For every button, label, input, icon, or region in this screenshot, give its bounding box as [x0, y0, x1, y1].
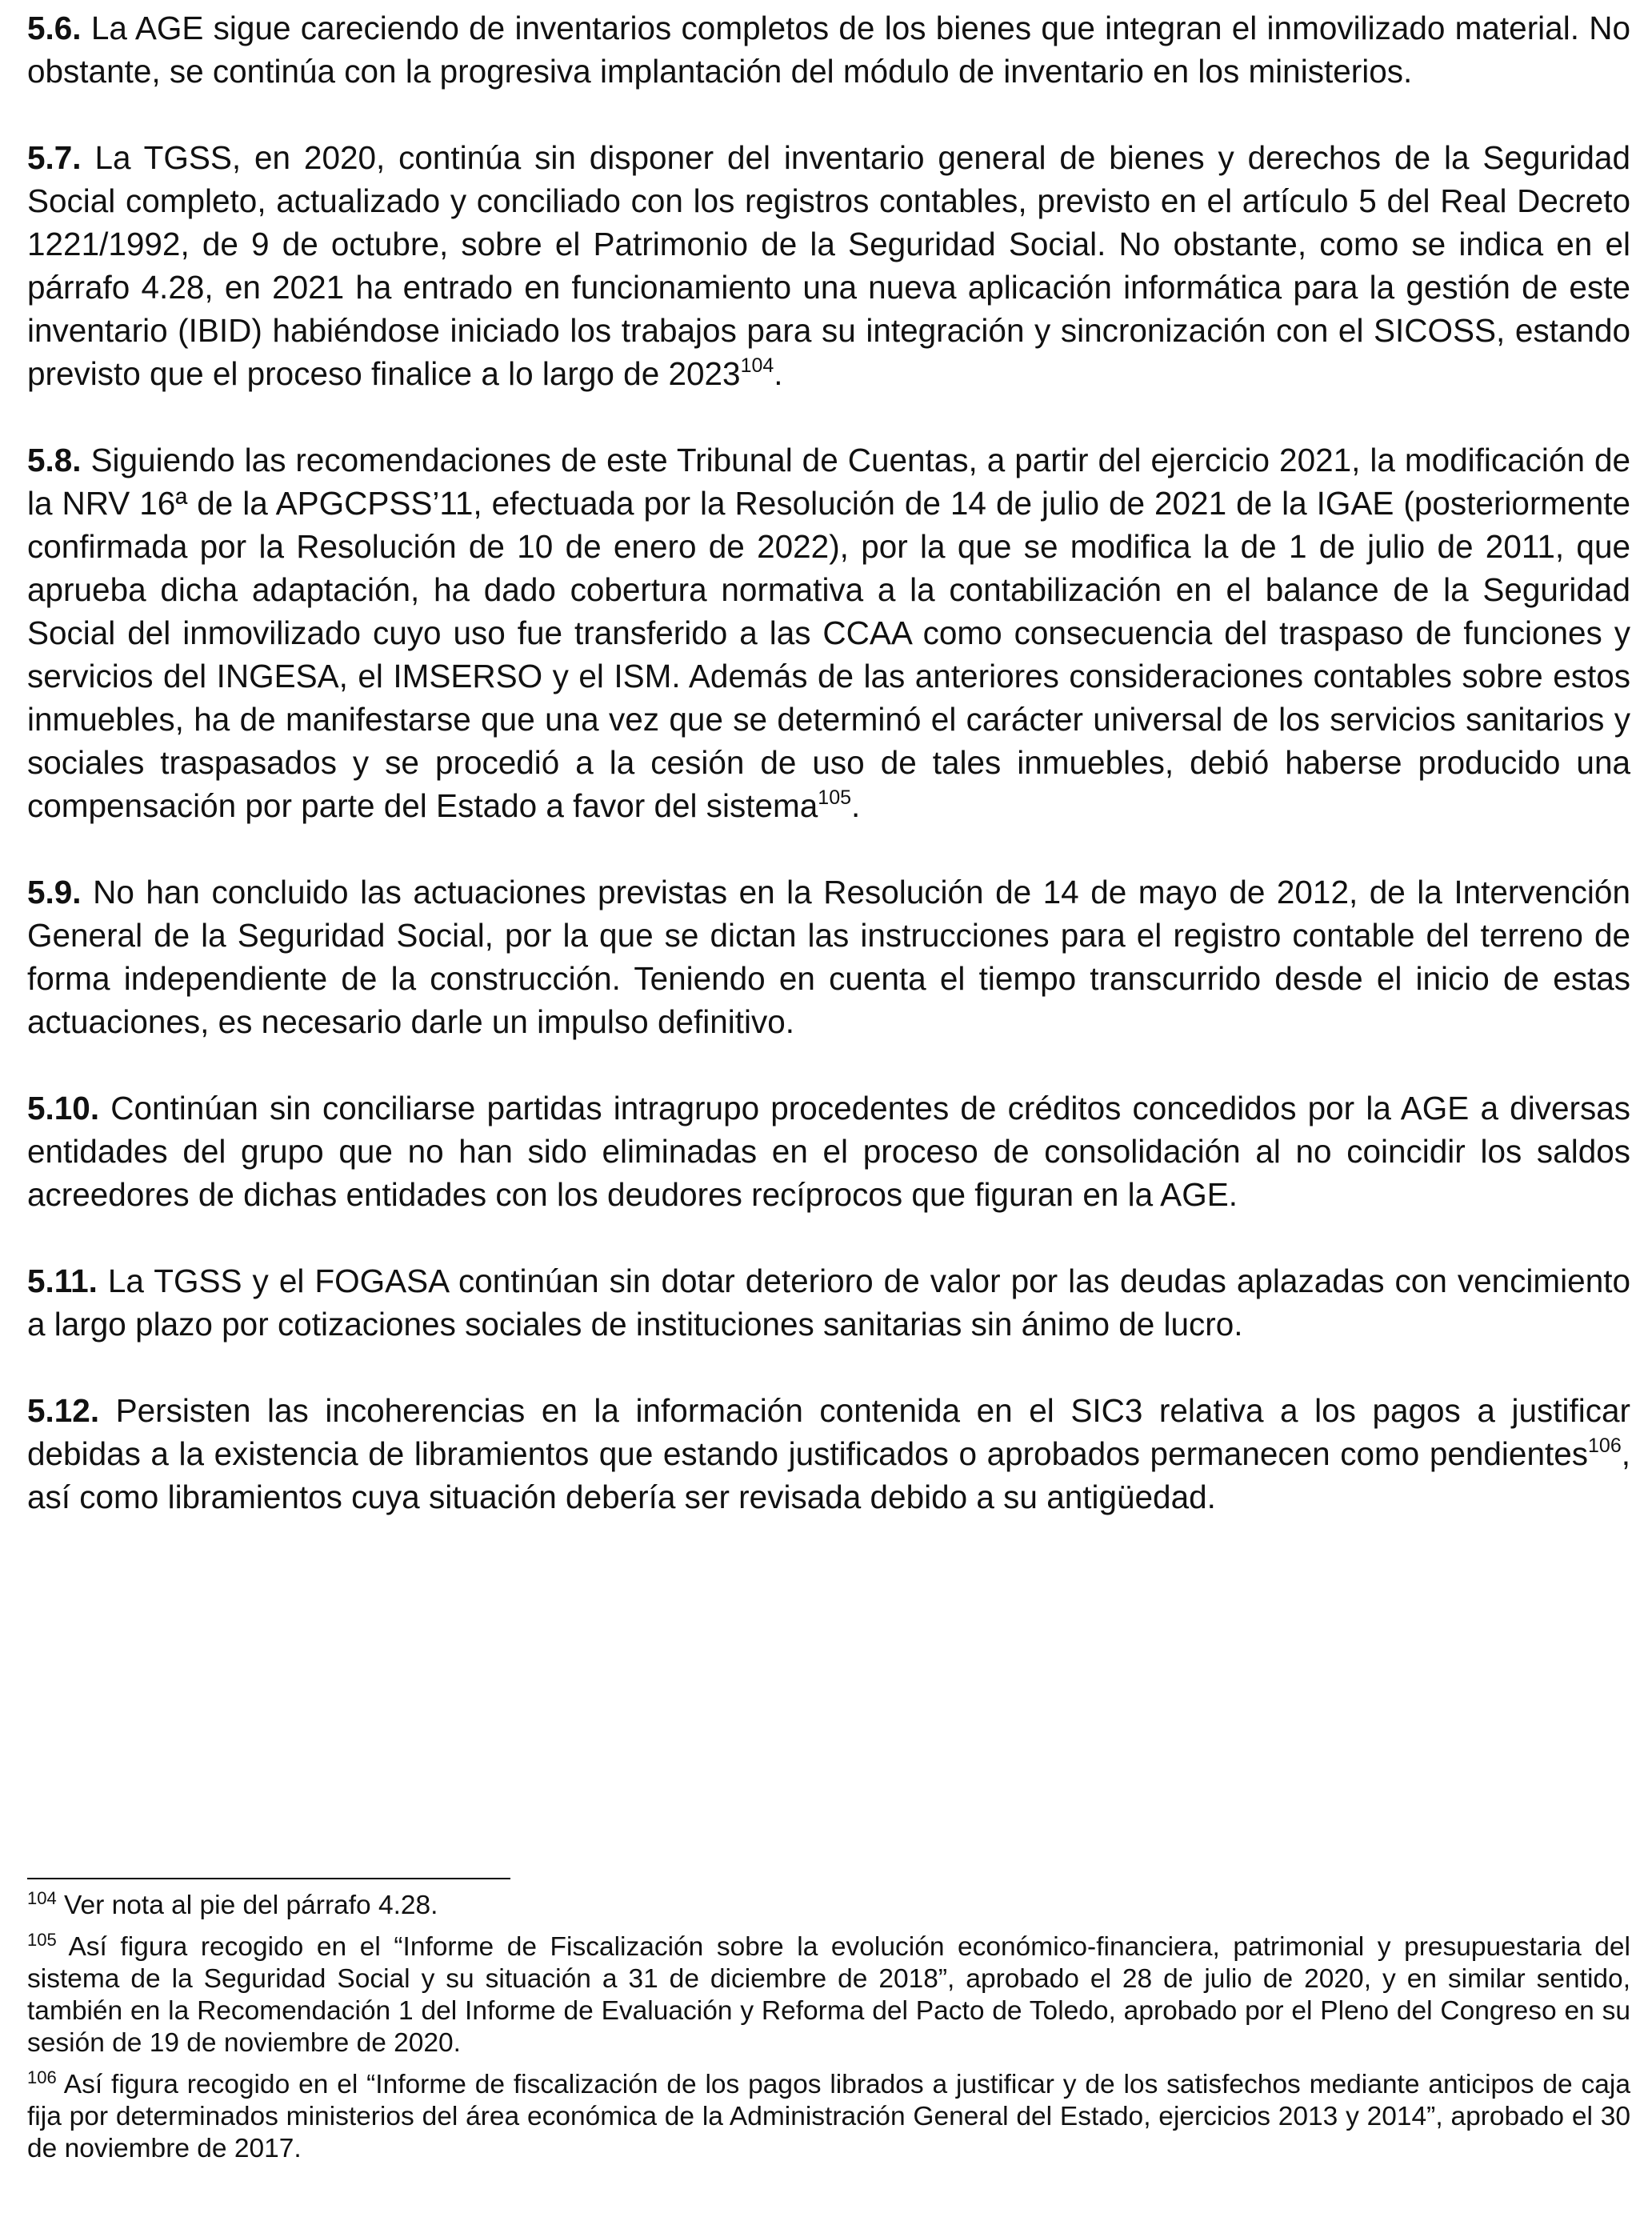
paragraph-5-12	[27, 1389, 1630, 1519]
paragraph-number: 5.12.	[27, 1392, 100, 1429]
paragraph-5-7	[27, 136, 1630, 395]
paragraph-number: 5.7.	[27, 139, 82, 176]
paragraph-text: Continúan sin conciliarse partidas intragrupo procedentes de créditos concedidos por la AGE a diversas entidades del grupo que no han sido eliminadas en el proceso de consolidación al no coincidir los saldos acreedores de dichas entidades con los deudores recíprocos que figuran en la AGE.	[27, 1090, 1630, 1213]
paragraph-tail: .	[774, 355, 783, 392]
paragraph-5-9	[27, 870, 1630, 1043]
paragraph-5-10	[27, 1086, 1630, 1216]
paragraph-number: 5.11.	[27, 1263, 98, 1299]
footnote-separator	[27, 1878, 510, 1879]
paragraph-number: 5.10.	[27, 1090, 100, 1127]
paragraph-number: 5.6.	[27, 10, 82, 46]
footnote-105	[27, 1931, 1630, 2059]
footnote-ref-104[interactable]: 104	[740, 354, 774, 377]
footnote-text: Ver nota al pie del párrafo 4.28.	[64, 1891, 438, 1920]
paragraph-5-8	[27, 438, 1630, 827]
paragraph-tail: .	[851, 787, 861, 824]
paragraph-5-11	[27, 1259, 1630, 1346]
paragraph-text: La AGE sigue careciendo de inventarios completos de los bienes que integran el inmovilizado material. No obstante, se continúa con la progresiva implantación del módulo de inventario en los ministerios.	[27, 10, 1630, 90]
footnote-number: 104	[27, 1888, 57, 1908]
paragraph-text: Siguiendo las recomendaciones de este Tribunal de Cuentas, a partir del ejercicio 2021, la modificación de la NRV 16ª de la APGCPSS’11, efectuada por la Resolución de 14 de julio de 2021 de la IGAE (posteriormente confirmada por la Resolución de 10 de enero de 2022), por la que se modifica la de 1 de julio de 2011, que aprueba dicha adaptación, ha dado cobertura normativa a la contabilización en el balance de la Seguridad Social del inmovilizado cuyo uso fue transferido a las CCAA como consecuencia del traspaso de funciones y servicios del INGESA, el IMSERSO y el ISM. Además de las anteriores consideraciones contables sobre estos inmuebles, ha de manifestarse que una vez que se determinó el carácter universal de los servicios sanitarios y sociales traspasados y se procedió a la cesión de uso de tales inmuebles, debió haberse producido una compensación por parte del Estado a favor del sistema	[27, 442, 1630, 824]
footnote-106	[27, 2069, 1630, 2165]
paragraph-text: La TGSS, en 2020, continúa sin disponer del inventario general de bienes y derechos de la Seguridad Social completo, actualizado y conciliado con los registros contables, previsto en el artículo 5 del Real Decreto 1221/1992, de 9 de octubre, sobre el Patrimonio de la Seguridad Social. No obstante, como se indica en el párrafo 4.28, en 2021 ha entrado en funcionamiento una nueva aplicación informática para la gestión de este inventario (IBID) habiéndose iniciado los trabajos para su integración y sincronización con el SICOSS, estando previsto que el proceso finalice a lo largo de 2023	[27, 139, 1630, 392]
document-body	[27, 6, 1630, 1562]
paragraph-text: No han concluido las actuaciones previstas en la Resolución de 14 de mayo de 2012, de la Intervención General de la Seguridad Social, por la que se dictan las instrucciones para el registro contable del terreno de forma independiente de la construcción. Teniendo en cuenta el tiempo transcurrido desde el inicio de estas actuaciones, es necesario darle un impulso definitivo.	[27, 874, 1630, 1040]
footnote-number: 105	[27, 1930, 57, 1950]
footnote-text: Así figura recogido en el “Informe de Fiscalización sobre la evolución económico-financiera, patrimonial y presupuestaria del sistema de la Seguridad Social y su situación a 31 de diciembre de 2018”, aprobado el 28 de julio de 2020, y en similar sentido, también en la Recomendación 1 del Informe de Evaluación y Reforma del Pacto de Toledo, aprobado por el Pleno del Congreso en su sesión de 19 de noviembre de 2020.	[27, 1932, 1630, 2058]
footnote-ref-105[interactable]: 105	[818, 786, 852, 809]
footnote-104	[27, 1890, 1630, 1922]
paragraph-number: 5.8.	[27, 442, 82, 478]
paragraph-number: 5.9.	[27, 874, 82, 910]
paragraph-tail: , así como libramientos cuya situación debería ser revisada debido a su antigüedad.	[27, 1435, 1630, 1515]
paragraph-text: Persisten las incoherencias en la información contenida en el SIC3 relativa a los pagos a justificar debidas a la existencia de libramientos que estando justificados o aprobados permanecen como pendientes	[27, 1392, 1630, 1472]
footnote-number: 106	[27, 2067, 57, 2087]
footnotes	[27, 1890, 1630, 2175]
paragraph-text: La TGSS y el FOGASA continúan sin dotar deterioro de valor por las deudas aplazadas con vencimiento a largo plazo por cotizaciones sociales de instituciones sanitarias sin ánimo de lucro.	[27, 1263, 1630, 1343]
footnote-ref-106[interactable]: 106	[1588, 1435, 1622, 1457]
footnote-text: Así figura recogido en el “Informe de fiscalización de los pagos librados a justificar y de los satisfechos mediante anticipos de caja fija por determinados ministerios del área económica de la Administración General del Estado, ejercicios 2013 y 2014”, aprobado el 30 de noviembre de 2017.	[27, 2070, 1630, 2163]
paragraph-5-6	[27, 6, 1630, 93]
